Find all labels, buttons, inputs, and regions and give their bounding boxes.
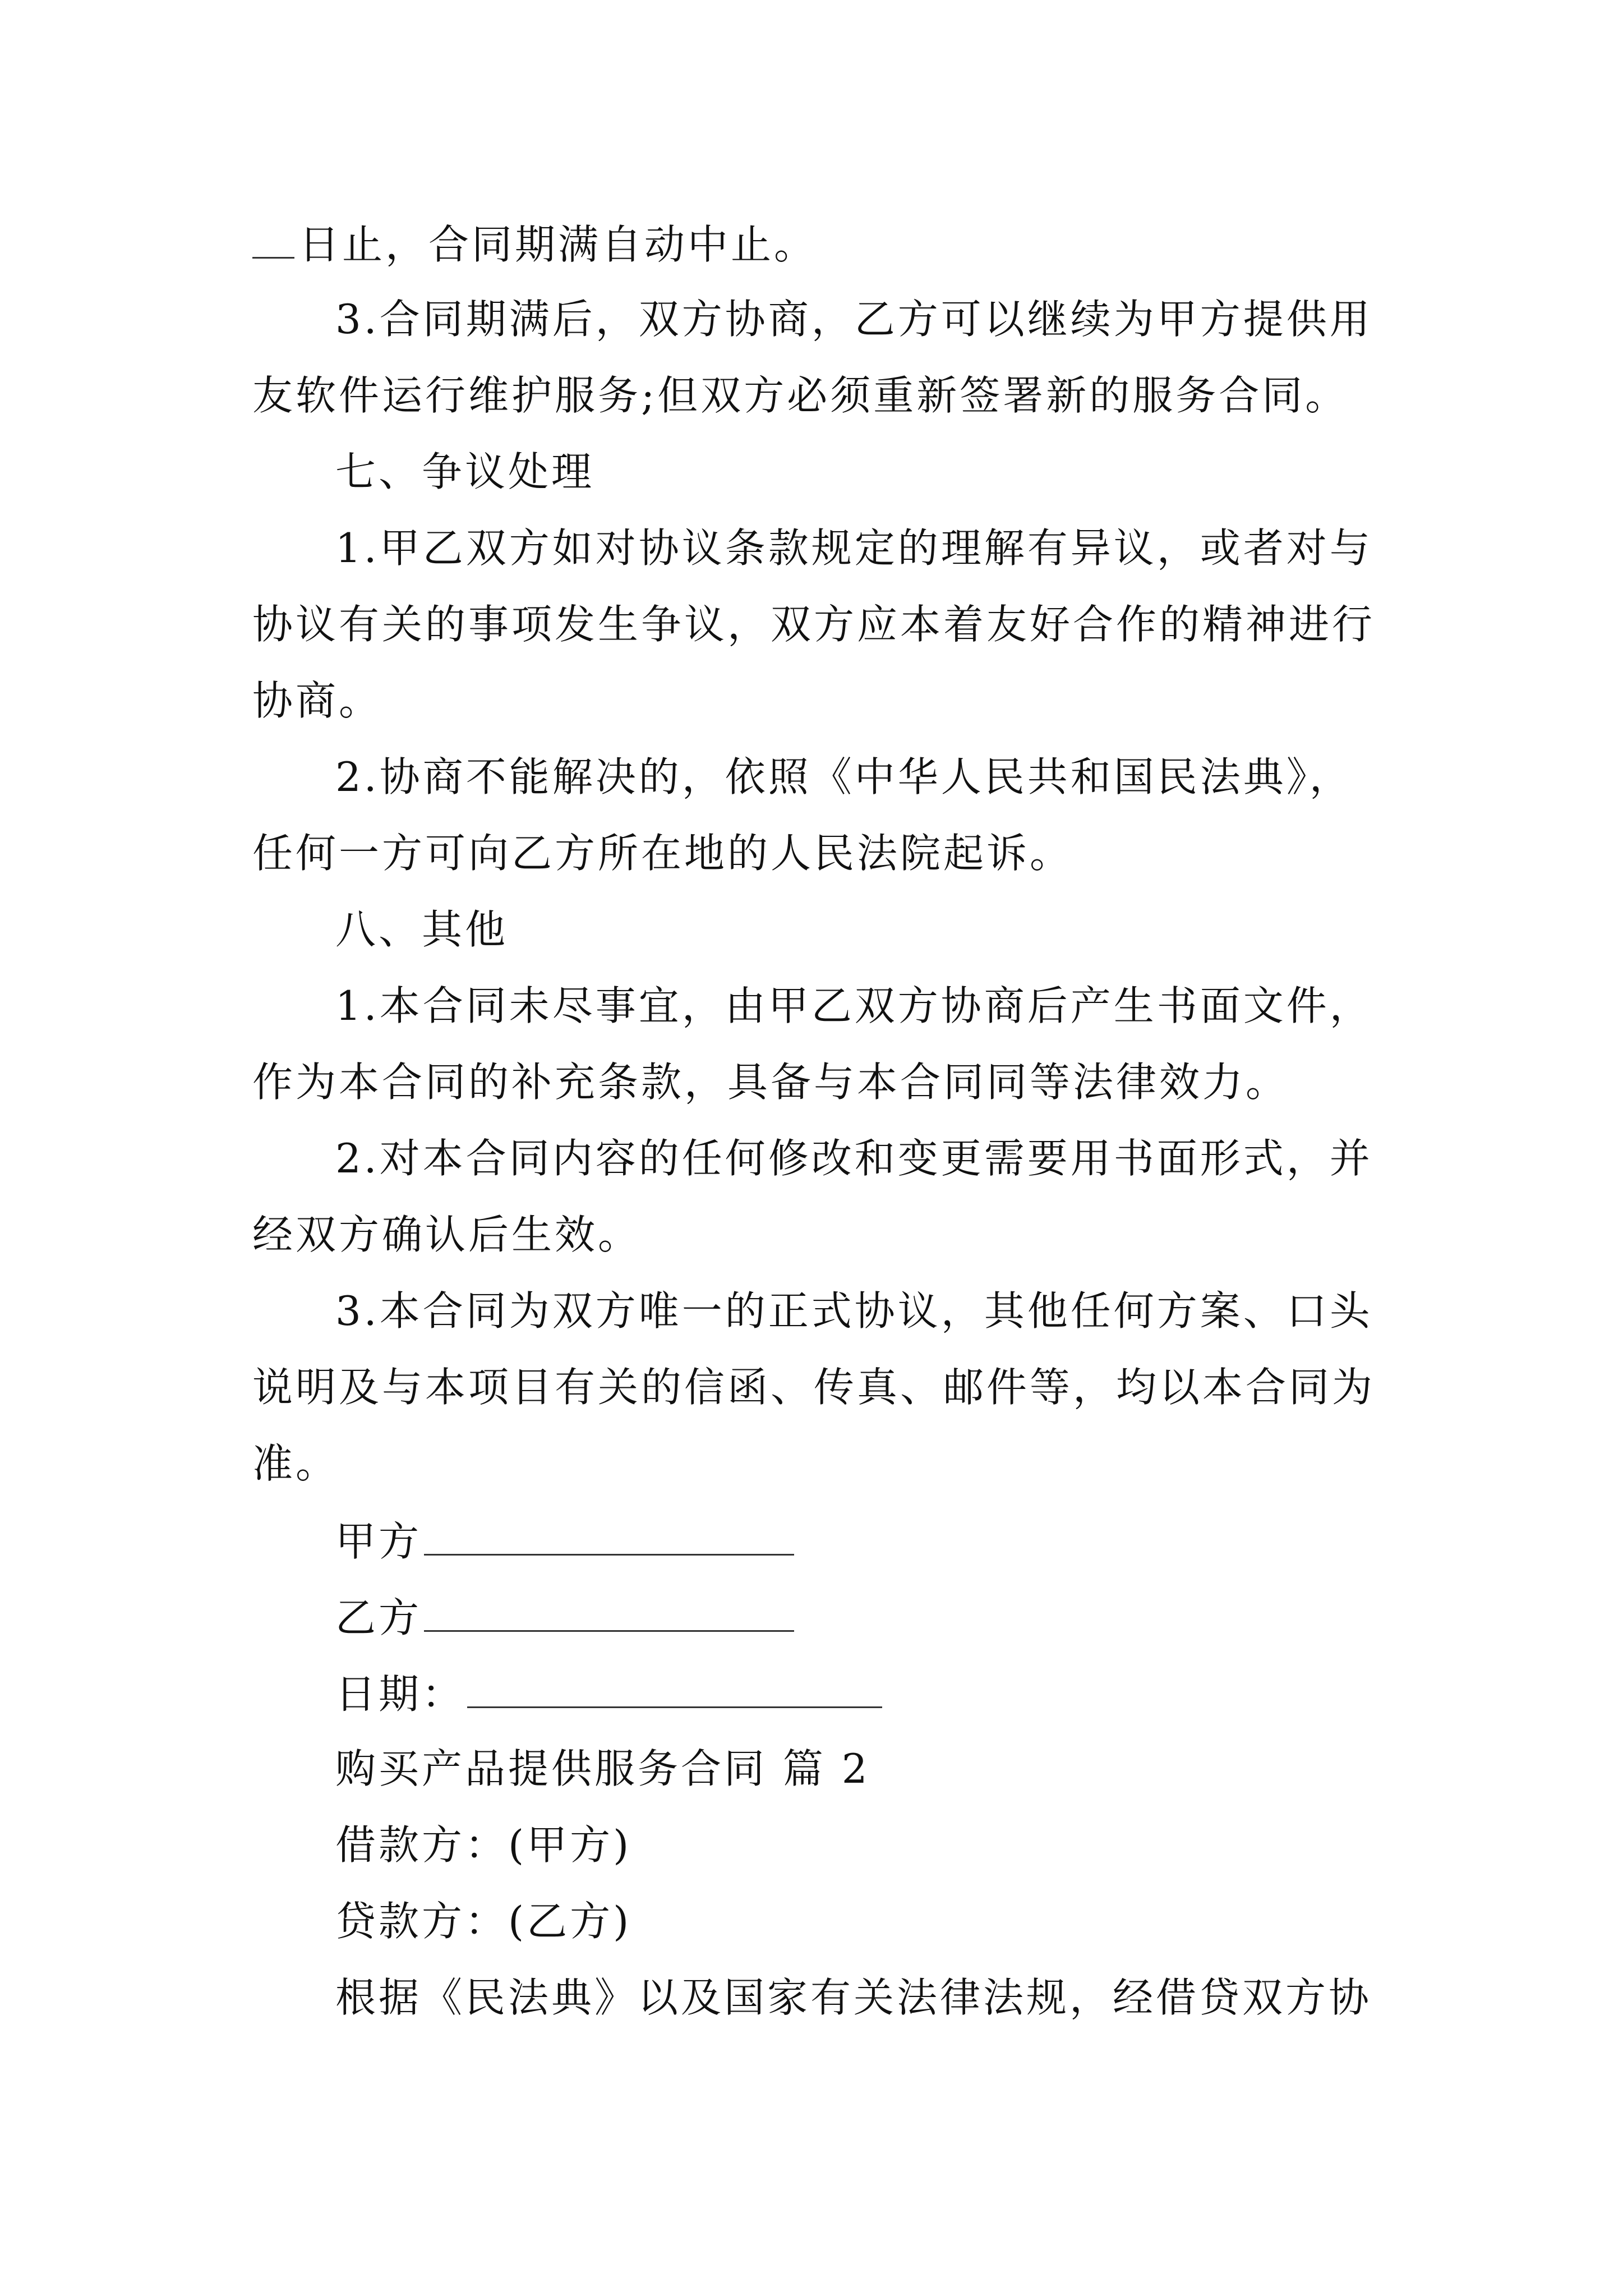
line-text: 作为本合同的补充条款，具备与本合同同等法律效力。 [252, 1059, 1289, 1106]
borrower-line [335, 1820, 1623, 1870]
paragraph-line [252, 1438, 1623, 1489]
paragraph-line [252, 675, 1623, 726]
party-b-blank [424, 1591, 794, 1632]
line-text: 友软件运行维护服务;但双方必须重新签署新的服务合同。 [252, 372, 1349, 419]
party-a-blank [424, 1515, 794, 1556]
signature-date [335, 1667, 1623, 1719]
paragraph-line [252, 599, 1623, 650]
line-text: 3.合同期满后，双方协商，乙方可以继续为甲方提供用 [335, 296, 1373, 343]
paragraph-line [335, 294, 1623, 344]
line-text: 日止，合同期满自动中止。 [299, 221, 818, 268]
date-label: 日期： [335, 1671, 465, 1718]
paragraph-line [335, 523, 1623, 573]
paragraph-line [335, 752, 1623, 802]
line-text: 1.本合同未尽事宜，由甲乙双方协商后产生书面文件， [335, 982, 1373, 1029]
section-heading [335, 447, 1623, 497]
lender-line [335, 1896, 1623, 1947]
heading-text: 八、其他 [335, 906, 509, 953]
paragraph-line [335, 1286, 1623, 1336]
party-b-label: 乙方 [335, 1594, 422, 1641]
paragraph-line [252, 1057, 1623, 1107]
signature-party-a [335, 1515, 1623, 1567]
line-text: 2.协商不能解决的，依照《中华人民共和国民法典》， [335, 753, 1353, 800]
line-text: 1.甲乙双方如对协议条款规定的理解有异议，或者对与 [335, 524, 1373, 572]
paragraph-line [252, 828, 1623, 878]
line-text: 准。 [252, 1440, 339, 1487]
paragraph-line [335, 1972, 1623, 2023]
party-a-label: 甲方 [335, 1518, 422, 1565]
paragraph-line [252, 1209, 1623, 1260]
line-text: 根据《民法典》以及国家有关法律法规，经借贷双方协 [335, 1974, 1372, 2021]
paragraph-line [335, 1133, 1623, 1184]
line-text: 2.对本合同内容的任何修改和变更需要用书面形式，并 [335, 1135, 1373, 1182]
paragraph-line [252, 218, 1623, 270]
lender-text: 贷款方：(乙方) [335, 1898, 632, 1945]
section-heading [335, 904, 1623, 955]
paragraph-line [335, 981, 1623, 1031]
line-text: 说明及与本项目有关的信函、传真、邮件等，均以本合同为 [252, 1364, 1376, 1411]
line-text: 任何一方可向乙方所在地的人民法院起诉。 [252, 830, 1073, 877]
line-text: 3.本合同为双方唯一的正式协议，其他任何方案、口头 [335, 1287, 1373, 1335]
paragraph-line [252, 370, 1623, 421]
borrower-text: 借款方：(甲方) [335, 1821, 632, 1869]
heading-text: 七、争议处理 [335, 448, 595, 495]
date-blank [467, 1667, 882, 1708]
line-text: 经双方确认后生效。 [252, 1211, 642, 1258]
section-title-text: 购买产品提供服务合同 篇 2 [335, 1745, 870, 1792]
fill-in-blank [252, 218, 294, 259]
line-text: 协议有关的事项发生争议，双方应本着友好合作的精神进行 [252, 601, 1376, 648]
section-title [335, 1743, 1623, 1794]
signature-party-b [335, 1591, 1623, 1643]
line-text: 协商。 [252, 677, 382, 724]
paragraph-line [252, 1362, 1623, 1412]
